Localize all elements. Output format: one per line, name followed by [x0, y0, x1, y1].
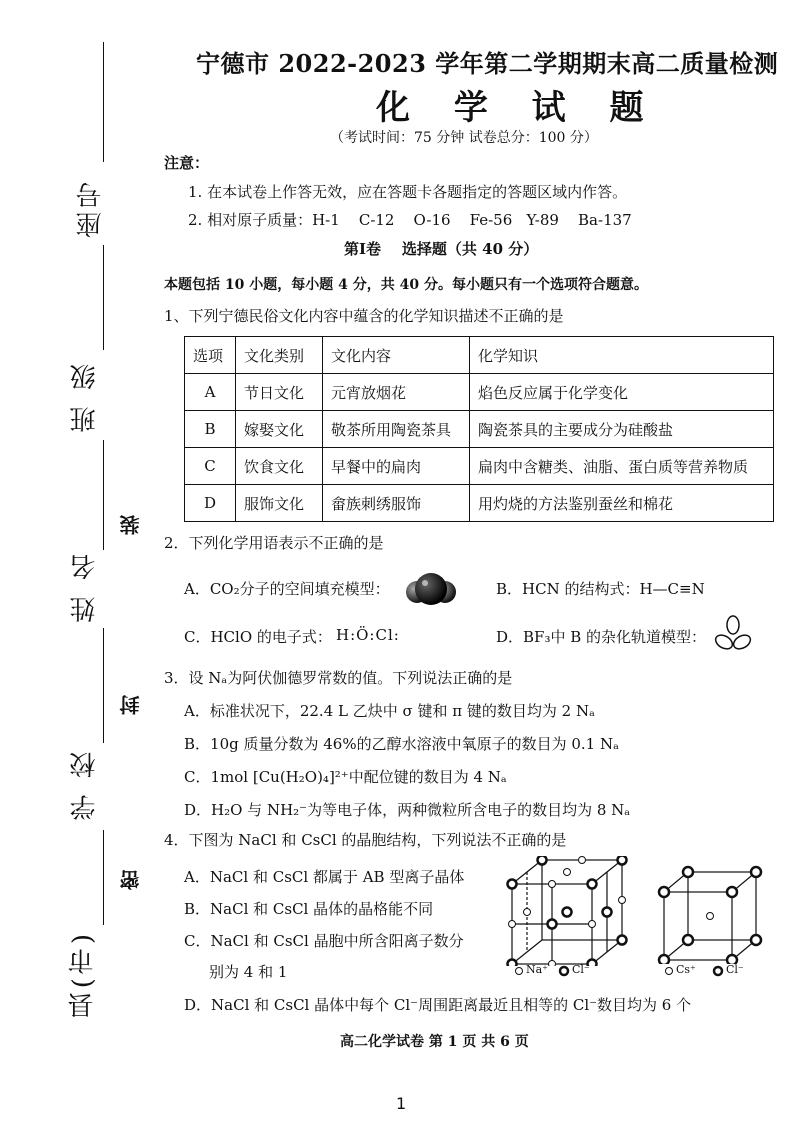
- page-footer: 高二化学试卷 第 1 页 共 6 页: [340, 1034, 529, 1050]
- q3-option: C．1mol [Cu(H₂O)₄]²⁺中配位键的数目为 4 Nₐ: [184, 768, 507, 786]
- q3-option: B．10g 质量分数为 46%的乙醇水溶液中氧原子的数目为 0.1 Nₐ: [184, 735, 619, 753]
- county-label: 县(市): [68, 930, 98, 1019]
- header-cell: 化学知识: [470, 337, 774, 374]
- binding-line: [103, 440, 104, 550]
- q3-stem: 3．设 Nₐ为阿伏伽德罗常数的值。下列说法正确的是: [164, 669, 513, 687]
- header-cell: 文化类别: [236, 337, 323, 374]
- q1-table: [184, 336, 774, 522]
- table-cell: A: [185, 374, 236, 411]
- q1-stem: 1、下列宁德民俗文化内容中蕴含的化学知识描述不正确的是: [164, 307, 564, 325]
- name-label: 姓 名: [70, 550, 100, 623]
- page-number: 1: [396, 1094, 407, 1113]
- table-header-row: [185, 337, 774, 374]
- exam-title: 宁德市 2022-2023 学年第二学期期末高二质量检测: [196, 49, 779, 78]
- notice-item: 2. 相对原子质量：H-1 C-12 O-16 Fe-56 Y-89 Ba-137: [188, 211, 632, 229]
- school-label: 学 校: [70, 748, 100, 821]
- header-cell: 选项: [185, 337, 236, 374]
- na-ion-legend-icon: [514, 966, 524, 976]
- table-row: [185, 448, 774, 485]
- q2-option-b: B．HCN 的结构式：H—C≡N: [496, 580, 705, 598]
- table-cell: 元宵放烟花: [323, 374, 470, 411]
- q2-option-c: C．HClO 的电子式：: [184, 628, 332, 646]
- table-row: [185, 411, 774, 448]
- q4-option-cont: 别为 4 和 1: [209, 963, 288, 981]
- table-cell: 节日文化: [236, 374, 323, 411]
- binding-line: [103, 628, 104, 743]
- seal-char-feng: 封: [119, 695, 143, 715]
- header-cell: 文化内容: [323, 337, 470, 374]
- cl-ion-legend-icon: [558, 965, 570, 977]
- co2-space-filling-model-icon: [403, 568, 459, 610]
- table-cell: 焰色反应属于化学变化: [470, 374, 774, 411]
- table-cell: 畲族刺绣服饰: [323, 485, 470, 522]
- nacl-legend-cl: Cl⁻: [572, 963, 590, 976]
- q3-option: D．H₂O 与 NH₂⁻为等电子体，两种微粒所含电子的数目均为 8 Nₐ: [184, 801, 631, 819]
- q2-option-a: A．CO₂分子的空间填充模型：: [184, 580, 390, 598]
- exam-info: （考试时间：75 分钟 试卷总分：100 分）: [330, 130, 598, 146]
- table-cell: 陶瓷茶具的主要成分为硅酸盐: [470, 411, 774, 448]
- table-cell: D: [185, 485, 236, 522]
- table-row: [185, 374, 774, 411]
- binding-line: [103, 42, 104, 162]
- hclo-electron-formula: H:Ö:Cl:: [336, 626, 400, 644]
- notice-item: 1. 在本试卷上作答无效，应在答题卡各题指定的答题区域内作答。: [188, 183, 628, 201]
- notice-heading: 注意：: [164, 154, 210, 172]
- q2-option-d: D．BF₃中 B 的杂化轨道模型：: [496, 628, 707, 646]
- section-intro: 本题包括 10 小题，每小题 4 分，共 40 分。每小题只有一个选项符合题意。: [164, 277, 648, 293]
- q4-option: A．NaCl 和 CsCl 都属于 AB 型离子晶体: [184, 868, 465, 886]
- class-label: 班 级: [70, 360, 100, 433]
- table-cell: 敬茶所用陶瓷茶具: [323, 411, 470, 448]
- table-cell: C: [185, 448, 236, 485]
- cscl-unit-cell-diagram: [656, 864, 766, 964]
- table-cell: B: [185, 411, 236, 448]
- cscl-legend-cl: Cl⁻: [726, 963, 744, 976]
- nacl-legend-na: Na⁺: [526, 963, 548, 976]
- seal-char-zhuang: 装: [119, 515, 143, 535]
- table-row: [185, 485, 774, 522]
- section-title: 第Ⅰ卷 选择题（共 40 分）: [344, 240, 539, 258]
- table-cell: 用灼烧的方法鉴别蚕丝和棉花: [470, 485, 774, 522]
- table-cell: 饮食文化: [236, 448, 323, 485]
- q4-option: B．NaCl 和 CsCl 晶体的晶格能不同: [184, 900, 434, 918]
- binding-margin: [0, 0, 160, 1060]
- q2-stem: 2．下列化学用语表示不正确的是: [164, 534, 384, 552]
- binding-line: [103, 245, 104, 350]
- q4-option: C．NaCl 和 CsCl 晶胞中所含阳离子数分: [184, 932, 464, 950]
- table-cell: 嫁娶文化: [236, 411, 323, 448]
- q4-option: D．NaCl 和 CsCl 晶体中每个 Cl⁻周围距离最近且相等的 Cl⁻数目均为 6 个: [184, 996, 692, 1014]
- seal-char-mi: 密: [119, 870, 143, 890]
- nacl-unit-cell-diagram: [504, 856, 634, 966]
- table-cell: 服饰文化: [236, 485, 323, 522]
- seat-label: 座号: [76, 178, 106, 238]
- table-cell: 早餐中的扁肉: [323, 448, 470, 485]
- sp2-orbital-model-icon: [712, 615, 754, 655]
- cl-ion-legend-icon: [712, 965, 724, 977]
- table-cell: 扁肉中含糖类、油脂、蛋白质等营养物质: [470, 448, 774, 485]
- cscl-legend-cs: Cs⁺: [676, 963, 696, 976]
- binding-line: [103, 830, 104, 925]
- q3-option: A．标准状况下，22.4 L 乙炔中 σ 键和 π 键的数目均为 2 Nₐ: [184, 702, 595, 720]
- q4-stem: 4．下图为 NaCl 和 CsCl 的晶胞结构，下列说法不正确的是: [164, 831, 567, 849]
- cs-ion-legend-icon: [664, 966, 674, 976]
- subject-title: 化 学 试 题: [376, 88, 660, 128]
